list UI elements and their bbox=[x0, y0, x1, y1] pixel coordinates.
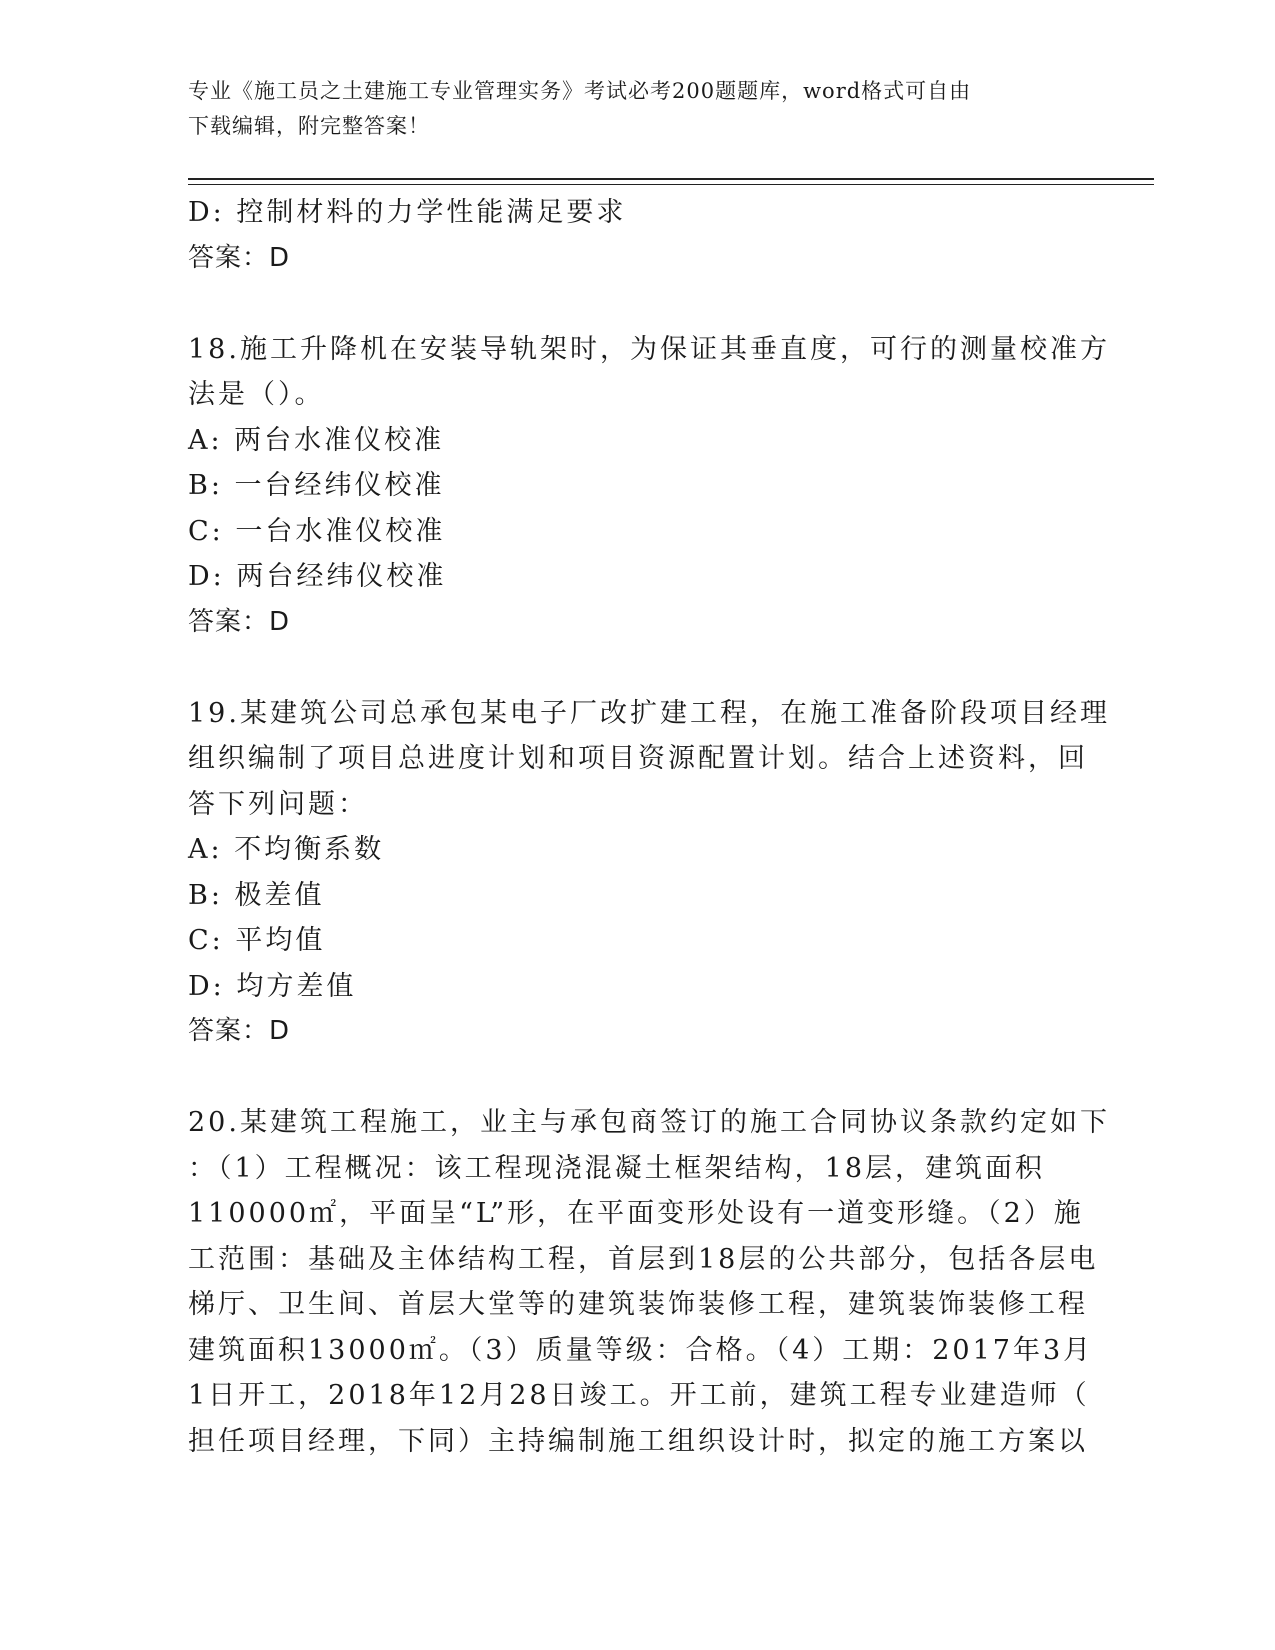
question-text-line: 答下列问题： bbox=[188, 788, 368, 820]
answer: 答案：D bbox=[188, 606, 291, 637]
option-c: C: 平均值 bbox=[188, 925, 326, 956]
question-text-line: 法是（）。 bbox=[188, 379, 325, 410]
option-a: A: 不均衡系数 bbox=[188, 834, 385, 865]
option-b: B: 极差值 bbox=[188, 879, 325, 911]
question-text-line: 18.施工升降机在安装导轨架时，为保证其垂直度，可行的测量校准方 bbox=[188, 333, 1110, 365]
answer: 答案：D bbox=[188, 1016, 291, 1046]
option-b: B: 一台经纬仪校准 bbox=[188, 470, 445, 501]
question-19 bbox=[188, 691, 1110, 1055]
question-text-line: 19.某建筑公司总承包某电子厂改扩建工程，在施工准备阶段项目经理 bbox=[188, 697, 1110, 729]
header-line-2: 下载编辑，附完整答案！ bbox=[188, 114, 430, 138]
question-text-line: 110000㎡，平面呈“L”形，在平面变形处设有一道变形缝。（2）施 bbox=[188, 1198, 1084, 1229]
header-rule-thick bbox=[188, 178, 1154, 180]
question-text-line: 1日开工，2018年12月28日竣工。开工前，建筑工程专业建造师（ bbox=[188, 1380, 1090, 1411]
question-text-line: 梯厅、卫生间、首层大堂等的建筑装饰装修工程，建筑装饰装修工程 bbox=[188, 1289, 1088, 1320]
question-18 bbox=[188, 327, 1110, 646]
question-text-line: 工范围：基础及主体结构工程，首层到18层的公共部分，包括各层电 bbox=[188, 1243, 1099, 1275]
q17-answer: 答案：D bbox=[188, 242, 291, 273]
header-rule-thin bbox=[188, 184, 1154, 185]
option-d: D: 两台经纬仪校准 bbox=[188, 561, 447, 592]
spacer bbox=[188, 645, 1078, 691]
question-text-line: 20.某建筑工程施工，业主与承包商签订的施工合同协议条款约定如下 bbox=[188, 1107, 1110, 1138]
option-c: C: 一台水准仪校准 bbox=[188, 515, 446, 547]
header-line-1: 专业《施工员之土建施工专业管理实务》考试必考200题题库，word格式可自由 bbox=[188, 79, 972, 103]
question-20 bbox=[188, 1100, 1110, 1464]
spacer bbox=[188, 281, 1078, 327]
option-a: A: 两台水准仪校准 bbox=[188, 424, 445, 456]
q17-option-d: D: 控制材料的力学性能满足要求 bbox=[188, 197, 627, 228]
page-header bbox=[188, 74, 1068, 144]
question-text-line: 建筑面积13000㎡。（3）质量等级：合格。（4）工期：2017年3月 bbox=[188, 1334, 1094, 1366]
option-d: D: 均方差值 bbox=[188, 970, 357, 1002]
question-text-line: 担任项目经理，下同）主持编制施工组织设计时，拟定的施工方案以 bbox=[188, 1425, 1088, 1457]
spacer bbox=[188, 1055, 1078, 1101]
document-body bbox=[188, 190, 1110, 1464]
question-text-line: ：（1）工程概况：该工程现浇混凝土框架结构，18层，建筑面积 bbox=[188, 1152, 1046, 1184]
question-text-line: 组织编制了项目总进度计划和项目资源配置计划。结合上述资料，回 bbox=[188, 743, 1088, 774]
